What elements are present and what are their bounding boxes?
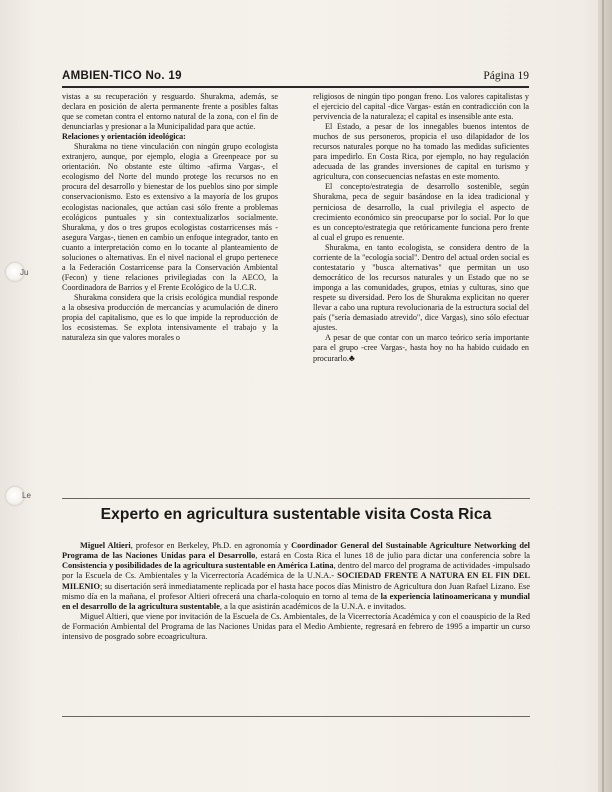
- end-mark-icon: ♣: [348, 353, 355, 364]
- left-paragraph-2: Shurakma no tiene vinculación con ningún grupo ecologista extranjero, aunque, por ejemplo, elogia a Greenpeace por su orientación. No obstante este último -afirma Vargas-, el ecologismo del Norte del mundo protege los recursos no en procura del desarrollo y bienestar de los pueblos sino por simple conservacionismo. Esto es extensivo a la mayoría de los grupos ecologistas nacionales, que actúan casi sólo frente a problemas ecológicos puntuales y sin contextualizarlos socialmente. Shurakma, y dos o tres grupos ecologistas costarricenses más -asegura Vargas-, tienen en cambio un enfoque integrador, tanto en cuanto a interpretación como en lo tocante al planteamiento de soluciones o alternativas. En el nivel nacional el grupo pertenece a la Federación Costarricense para la Conservación Ambiental (Fecon) y tiene relaciones privilegiadas con la AECO, la Coordinadora de Barrios y el Frente Ecológico de la U.C.R.: [62, 142, 278, 292]
- page-edge-shadow: [598, 0, 612, 792]
- article-paragraph-2: Miguel Altieri, que viene por invitación de la Escuela de Cs. Ambientales, de la Vicerrectoría Académica y con el coauspicio de la Red de Formación Ambiental del Programa de las Naciones Unidas para el Medio Ambiente, regresará en febrero de 1995 a impartir un curso intensivo de posgrado sobre ecoagricultura.: [62, 612, 530, 642]
- margin-label-top: Ju: [20, 268, 29, 277]
- page-header: [62, 70, 529, 82]
- header-rule: [62, 86, 529, 88]
- section-subheading: Relaciones y orientación ideológica:: [62, 132, 186, 142]
- right-paragraph-4: Shurakma, en tanto ecologista, se considera dentro de la corriente de la "ecología social". Dentro del actual orden social es contestatario y "busca alternativas" que permitan un uso democrático de los recursos naturales y un Estado que no se imponga a las comunidades, grupos, etnias y culturas, sino que respete su diversidad. Pero los de Shurakma explicitan no querer llevar a cabo una ruptura revolucionaria de la estructura social del país ("sería demasiado atrevido", dice Vargas), sino sólo efectuar ajustes.: [313, 242, 529, 333]
- program-name: SOCIEDAD FRENTE A NATURA EN EL FIN DEL MILENIO: [62, 571, 530, 591]
- right-paragraph-1: religiosos de ningún tipo pongan freno. Los valores capitalistas y el ejercicio del capital -dice Vargas- están en contradicción con la pervivencia de la naturaleza; el capital es insensible ante esta.: [313, 92, 529, 122]
- speaker-role: Coordinador General del Sustainable Agriculture Networking del Programa de las Naciones Unidas para el Desarrollo: [62, 541, 530, 561]
- right-paragraph-3: El concepto/estrategia de desarrollo sostenible, según Shurakma, peca de seguir basándose en la idea tradicional y perniciosa de desarrollo, la cual privilegia el aspecto de crecimiento económico sin preocuparse por lo social. Por lo que es un concepto/estrategia que retóricamente funciona pero frente al cual el grupo es renuente.: [313, 182, 529, 242]
- speaker-name: Miguel Altieri: [80, 541, 131, 550]
- margin-label-bottom: Le: [22, 491, 31, 500]
- right-paragraph-5-text: A pesar de que contar con un marco teórico sería importante para el grupo -cree Vargas-, hasta hoy no ha habido cuidado en procurarlo.: [313, 333, 529, 364]
- page-number: Página 19: [483, 70, 529, 82]
- right-paragraph-5: [313, 333, 529, 364]
- article-text: , estará en Costa Rica el lunes 18 de julio para dictar una conferencia sobre la: [255, 551, 530, 561]
- left-paragraph-1: vistas a su recuperación y resguardo. Shurakma, además, se declara en posición de alerta permanente frente a posibles faltas que se cometan contra el entorno natural de la zona, con el fin de denunciarlas y presionar a la Municipalidad para que actúe.: [62, 92, 278, 132]
- article-text: , profesor en Berkeley, Ph.D. en agronomía y: [130, 541, 292, 550]
- conference-topic: Consistencia y posibilidades de la agricultura sustentable en América Latina: [62, 561, 334, 571]
- section-divider-top: [62, 498, 530, 499]
- article-title: Experto en agricultura sustentable visita Costa Rica: [100, 506, 492, 523]
- left-column: [62, 92, 278, 343]
- article-text: ; su disertación será inmediatamente replicada por el hasta hace pocos días Ministro de Agricultura don Juan Rafael Lizano. Ese mismo día en la mañana, el profesor Altieri ofrecerá una charla-coloquio en torno al tema de: [62, 581, 530, 601]
- left-paragraph-3: Shurakma considera que la crisis ecológica mundial responde a la obsesiva producción de mercancías y acumulación de dinero propia del capitalismo, que es lo que impide la reproducción de los ecosistemas. Se explota intensivamente el trabajo y la naturaleza sin que valores morales o: [62, 292, 278, 343]
- right-paragraph-2: El Estado, a pesar de los innegables buenos intentos de muchos de sus personeros, propicia el uso dilapidador de los recursos naturales porque no ha tomado las medidas suficientes para impedirlo. En Costa Rica, por ejemplo, no hay regulación adecuada de las grandes inversiones de capital en turismo y agricultura, con consecuencias nefastas en este momento.: [313, 122, 529, 182]
- section-divider-bottom: [62, 716, 530, 717]
- article-body: [62, 541, 530, 643]
- article-text: , dentro del marco del programa de actividades -impulsado por la Escuela de Cs. Ambientales y la Vicerrectoría Académica de la U.N.A.-: [62, 561, 530, 581]
- article-paragraph-1: [62, 541, 530, 612]
- publication-title: AMBIEN-TICO No. 19: [62, 70, 182, 82]
- right-column: [313, 92, 529, 364]
- colloquium-topic: la experiencia latinoamericana y mundial en el desarrollo de la agricultura sustentable: [62, 591, 530, 611]
- article-text: , a la que asistirán académicos de la U.N.A. e invitados.: [219, 601, 406, 611]
